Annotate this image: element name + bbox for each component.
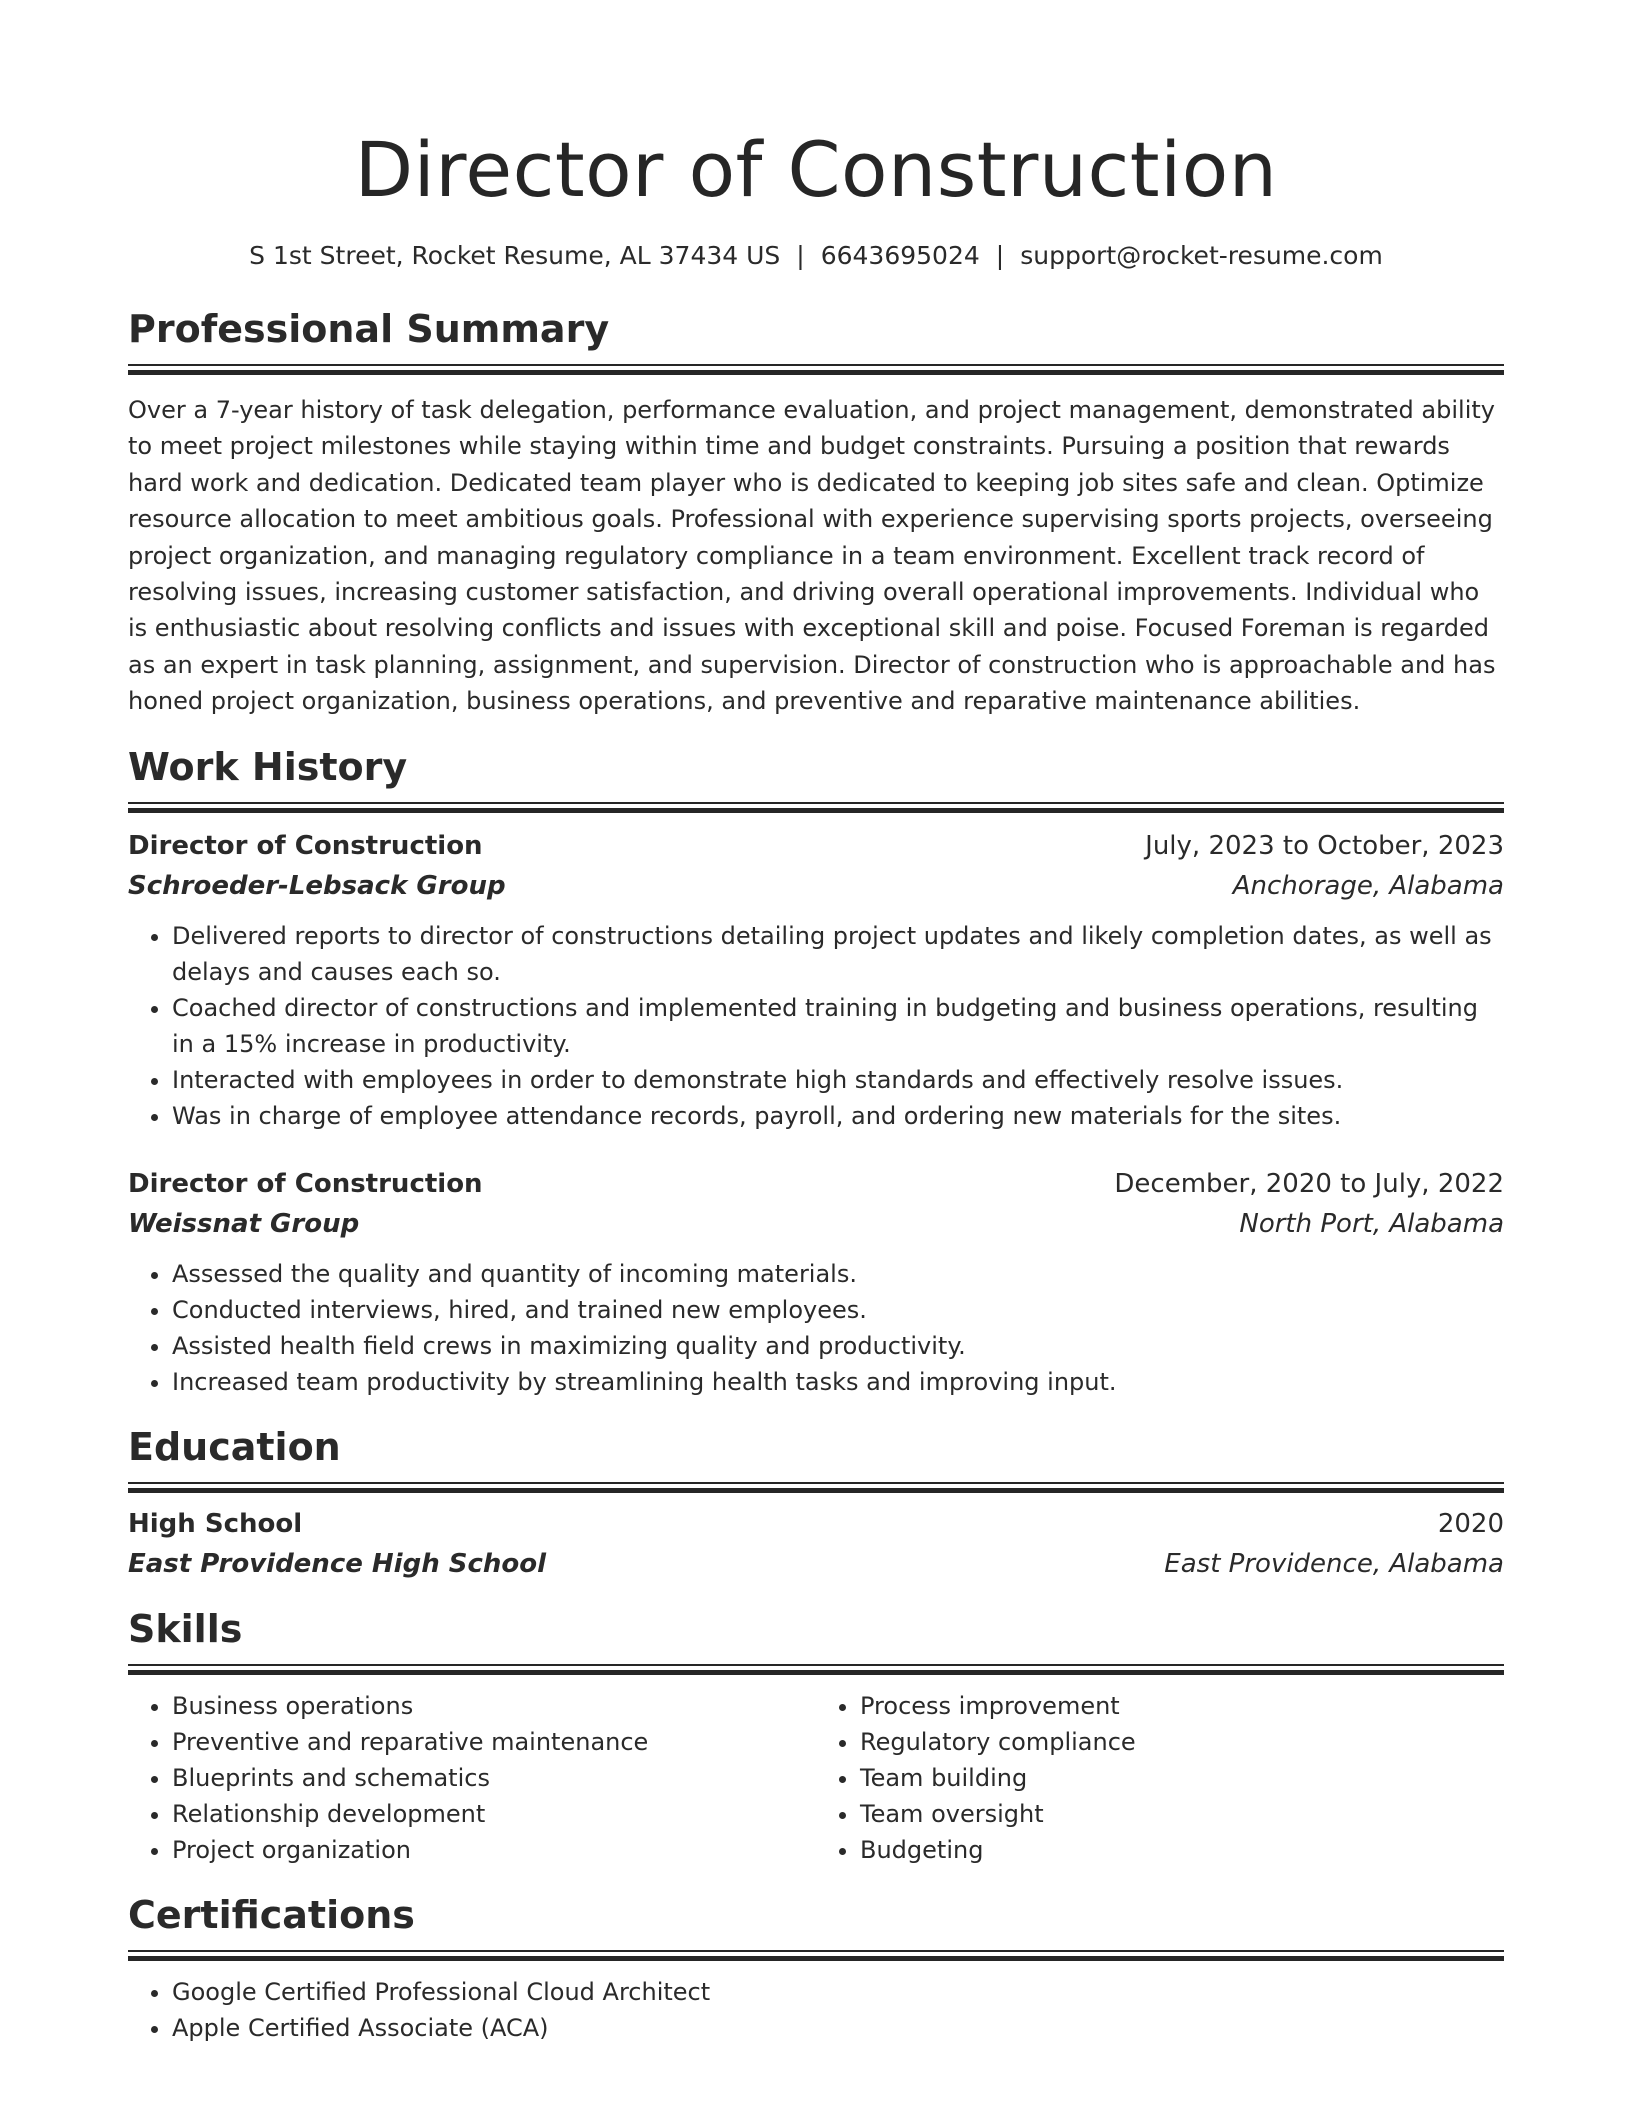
resume-page <box>128 120 1504 2046</box>
list-item: • Blueprints and schematics <box>172 1760 816 1796</box>
summary-text: Over a 7-year history of task delegation, performance evaluation, and project management, demonstrated ability to meet project milestones while staying within time and budget constraints. Pursuing a position that rewards hard work and dedication. Dedicated team player who is dedicated to keeping job sites safe and clean. Optimize resource allocation to meet ambitious goals. Professional with experience supervising sports projects, overseeing project organization, and managing regulatory compliance in a team environment. Excellent track record of resolving issues, increasing customer satisfaction, and driving overall operational improvements. Individual who is enthusiastic about resolving conflicts and issues with exceptional skill and poise. Focused Foreman is regarded as an expert in task planning, assignment, and supervision. Director of construction who is approachable and has honed project organization, business operations, and preventive and reparative maintenance abilities. <box>128 396 1496 716</box>
job-dates: December, 2020 to July, 2022 <box>1114 1168 1504 1199</box>
job-location: Anchorage, Alabama <box>1232 870 1504 901</box>
list-item: • Assisted health field crews in maximizing quality and productivity. <box>172 1328 1504 1364</box>
contact-line <box>128 238 1504 274</box>
section-title-summary: Professional Summary <box>128 307 610 351</box>
section-divider <box>128 802 1504 812</box>
list-item: • Was in charge of employee attendance records, payroll, and ordering new materials for the sites. <box>172 1098 1504 1134</box>
job-entry <box>128 826 1504 1134</box>
job-company: Schroeder-Lebsack Group <box>128 870 506 901</box>
section-divider <box>128 1664 1504 1674</box>
list-item: • Conducted interviews, hired, and trained new employees. <box>172 1292 1504 1328</box>
education-entry <box>128 1504 1504 1584</box>
section-divider <box>128 1950 1504 1960</box>
certifications-section <box>128 1890 1504 2046</box>
skills-section <box>128 1604 1504 1868</box>
contact-separator: | <box>796 241 805 270</box>
list-item: • Delivered reports to director of constructions detailing project updates and likely completion dates, as well as delays and causes each so. <box>172 918 1504 990</box>
contact-phone: 6643695024 <box>820 241 980 270</box>
section-title-certifications: Certifications <box>128 1892 415 1937</box>
job-location: North Port, Alabama <box>1239 1208 1504 1239</box>
list-item: • Business operations <box>172 1688 816 1724</box>
section-title-skills: Skills <box>128 1606 243 1651</box>
list-item: • Assessed the quality and quantity of incoming materials. <box>172 1256 1504 1292</box>
list-item: • Project organization <box>172 1832 816 1868</box>
contact-separator: | <box>995 241 1005 270</box>
list-item: • Interacted with employees in order to demonstrate high standards and effectively resolve issues. <box>172 1062 1504 1098</box>
list-item: • Team oversight <box>860 1796 1504 1832</box>
education-school: East Providence High School <box>128 1548 547 1579</box>
section-title-work: Work History <box>128 744 408 789</box>
contact-email: support@rocket-resume.com <box>1020 241 1383 270</box>
list-item: • Increased team productivity by streamlining health tasks and improving input. <box>172 1364 1504 1400</box>
job-title: Director of Construction <box>128 1168 483 1199</box>
job-entry <box>128 1164 1504 1400</box>
education-section <box>128 1422 1504 1584</box>
list-item: • Team building <box>860 1760 1504 1796</box>
list-item: • Process improvement <box>860 1688 1504 1724</box>
education-degree: High School <box>128 1508 303 1539</box>
resume-name: Director of Construction <box>354 125 1278 214</box>
contact-address: S 1st Street, Rocket Resume, AL 37434 US <box>249 241 781 270</box>
section-divider <box>128 364 1504 374</box>
section-divider <box>128 1482 1504 1492</box>
list-item: • Budgeting <box>860 1832 1504 1868</box>
list-item: • Preventive and reparative maintenance <box>172 1724 816 1760</box>
job-bullets <box>128 918 1504 1134</box>
job-bullets <box>128 1256 1504 1400</box>
list-item: • Regulatory compliance <box>860 1724 1504 1760</box>
skills-columns <box>128 1688 1504 1868</box>
job-company: Weissnat Group <box>128 1208 360 1239</box>
list-item: • Apple Certified Associate (ACA) <box>172 2010 1504 2046</box>
work-section <box>128 742 1504 1400</box>
education-location: East Providence, Alabama <box>1164 1548 1504 1579</box>
job-title: Director of Construction <box>128 830 483 861</box>
list-item: • Google Certified Professional Cloud Architect <box>172 1974 1504 2010</box>
skills-list-right <box>816 1688 1504 1868</box>
section-title-education: Education <box>128 1424 341 1469</box>
list-item: • Relationship development <box>172 1796 816 1832</box>
education-year: 2020 <box>1437 1508 1504 1539</box>
list-item: • Coached director of constructions and implemented training in budgeting and business operations, resulting in a 15% increase in productivity. <box>172 990 1504 1062</box>
job-dates: July, 2023 to October, 2023 <box>1145 830 1504 861</box>
summary-section <box>128 304 1504 720</box>
skills-list-left <box>128 1688 816 1868</box>
certifications-list <box>128 1974 1504 2046</box>
